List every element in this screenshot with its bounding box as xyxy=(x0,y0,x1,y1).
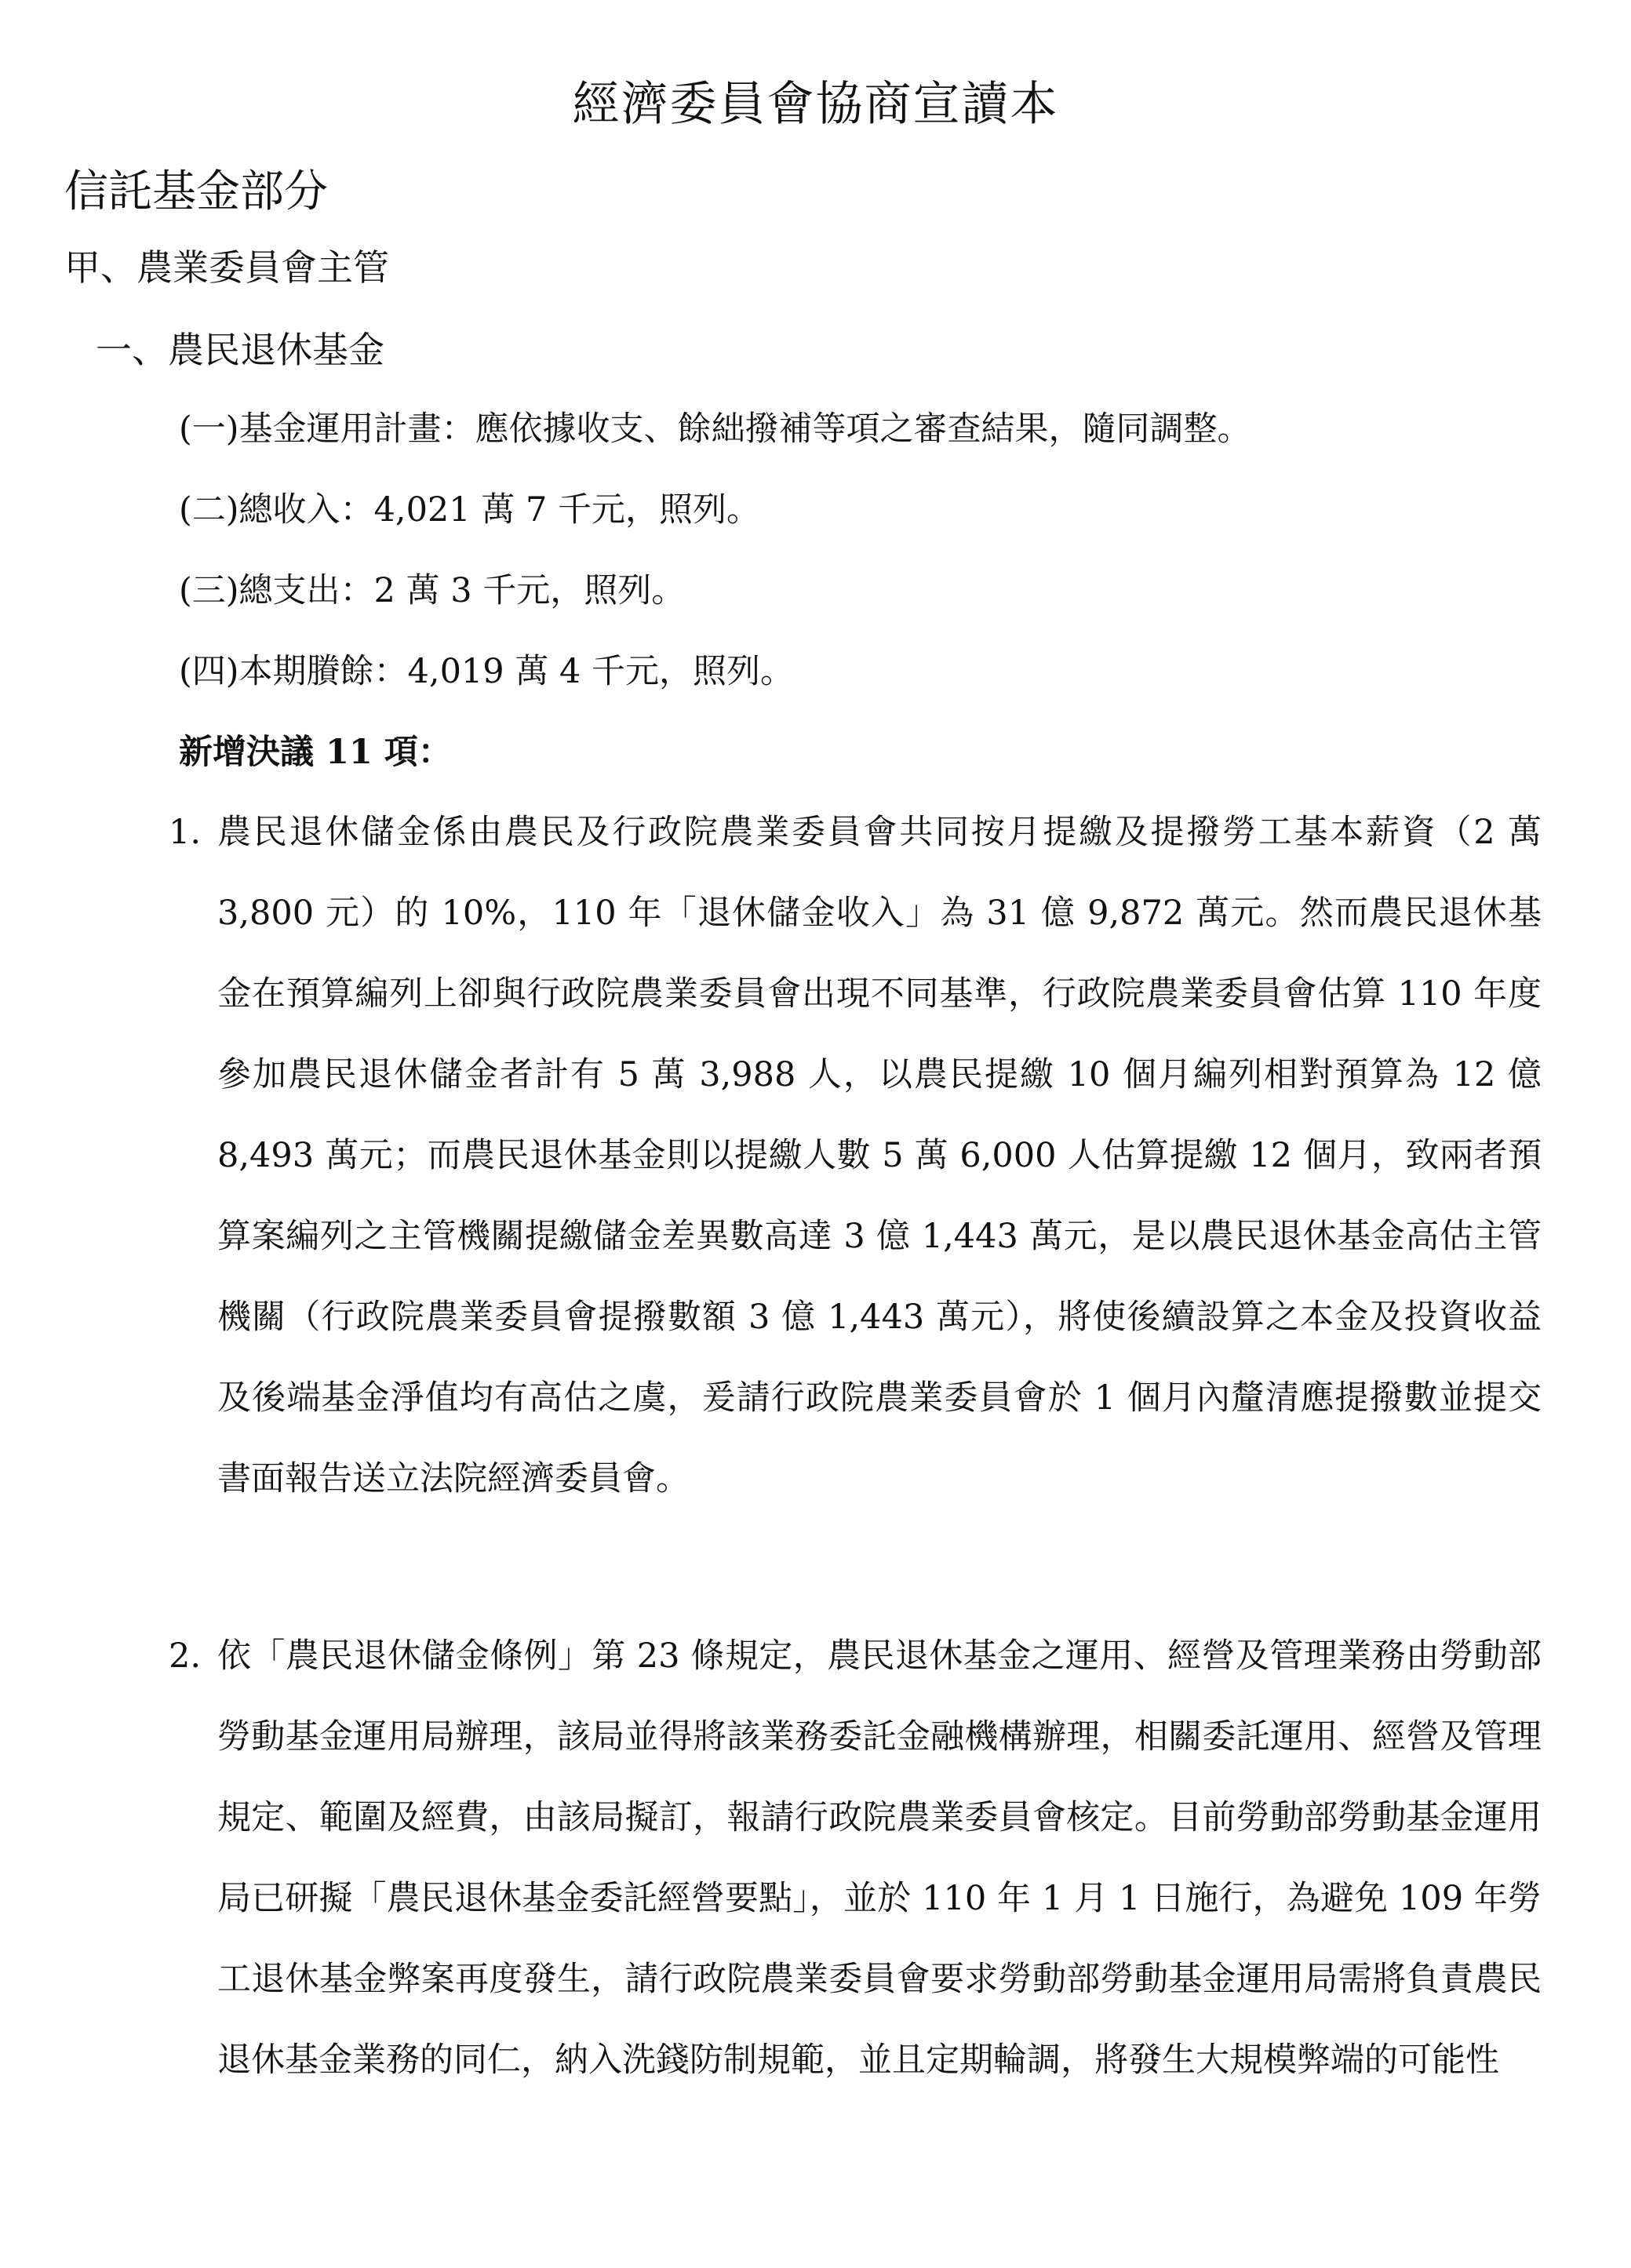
document-title: 經濟委員會協商宣讀本 xyxy=(572,77,1059,132)
section-heading: 信託基金部分 xyxy=(64,166,328,217)
resolution-number: 1. xyxy=(169,813,202,852)
resolution-number: 2. xyxy=(169,1636,202,1676)
budget-item-surplus: (四)本期賸餘：4,019 萬 4 千元，照列。 xyxy=(179,652,795,691)
budget-item-revenue: (二)總收入：4,021 萬 7 千元，照列。 xyxy=(179,490,761,530)
resolutions-header: 新增決議 11 項： xyxy=(179,733,452,772)
resolution-text: 農民退休儲金係由農民及行政院農業委員會共同按月提繳及提撥勞工基本薪資（2 萬 3,800 元）的 10%，110 年「退休儲金收入」為 31 億 9,872 萬元。然而農民退休基金在預算編列上卻與行政院農業委員會出現不同基準，行政院農業委員會估算 110 年度參加農民退休儲金者計有 5 萬 3,988 人，以農民提繳 10 個月編列相對預算為 12 億 8,493 萬元；而農民退休基金則以提繳人數 5 萬 6,000 人估算提繳 12 個月，致兩者預算案編列之主管機關提繳儲金差異數高達 3 億 1,443 萬元，是以農民退休基金高估主管機關（行政院農業委員會提撥數額 3 億 1,443 萬元），將使後續設算之本金及投資收益及後端基金淨值均有高估之虞，爰請行政院農業委員會於 1 個月內釐清應提撥數並提交書面報告送立法院經濟委員會。 xyxy=(217,813,1542,1498)
resolution-text: 依「農民退休儲金條例」第 23 條規定，農民退休基金之運用、經營及管理業務由勞動部勞動基金運用局辦理，該局並得將該業務委託金融機構辦理，相關委託運用、經營及管理規定、範圍及經費，由該局擬訂，報請行政院農業委員會核定。目前勞動部勞動基金運用局已研擬「農民退休基金委託經營要點」，並於 110 年 1 月 1 日施行，為避免 109 年勞工退休基金弊案再度發生，請行政院農業委員會要求勞動部勞動基金運用局需將負責農民退休基金業務的同仁，納入洗錢防制規範，並且定期輪調，將發生大規模弊端的可能性 xyxy=(217,1636,1542,2080)
budget-item-plan: (一)基金運用計畫：應依據收支、餘絀撥補等項之審查結果，隨同調整。 xyxy=(179,410,1251,449)
budget-item-expense: (三)總支出：2 萬 3 千元，照列。 xyxy=(179,571,686,610)
fund-heading: 一、農民退休基金 xyxy=(96,329,384,371)
resolution-item xyxy=(169,1616,1542,2101)
resolution-item xyxy=(169,792,1542,1520)
part-heading: 甲、農業委員會主管 xyxy=(64,246,389,289)
